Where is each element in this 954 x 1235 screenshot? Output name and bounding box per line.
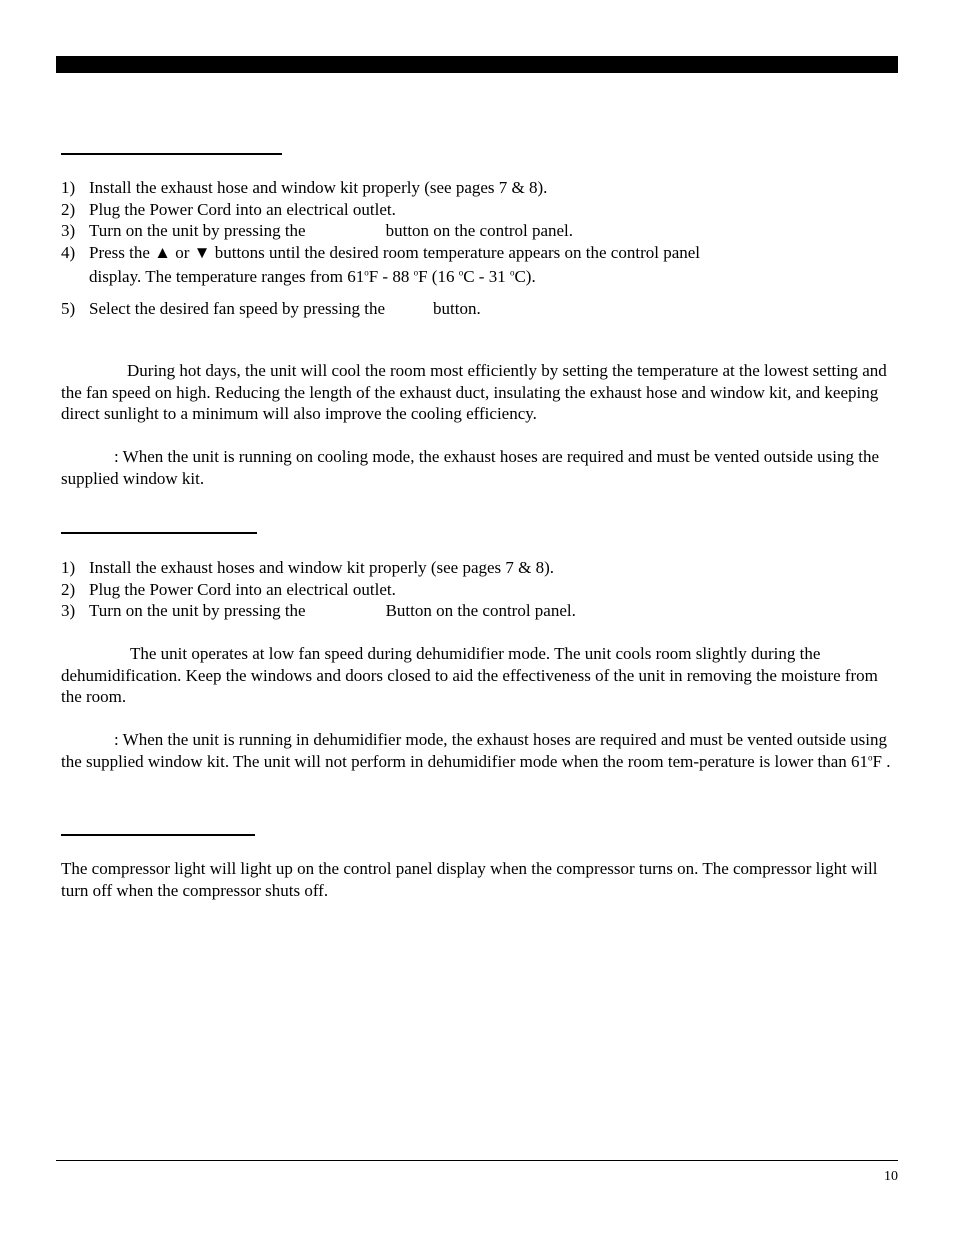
list-item: 4) Press the ▲ or ▼ buttons until the desired room temperature appears on the control panel display. The temperature ranges from 61$^o$F - 88 $^o$F (16 $^o$C - 31 $^o$C). <box>61 242 701 286</box>
dehumidify-tip: The unit operates at low fan speed during dehumidifier mode. The unit cools room slightly during the dehumidification. Keep the windows and doors closed to aid the effectiveness of the unit in removing the moisture from the room. <box>61 644 878 706</box>
cooling-steps-cont <box>61 298 481 320</box>
list-item: 3) Turn on the unit by pressing the Button on the control panel. <box>61 601 576 620</box>
list-item: 2) Plug the Power Cord into an electrical outlet. <box>61 579 396 599</box>
footer-rule <box>56 1160 898 1161</box>
header-bar <box>56 56 898 73</box>
dehumidify-steps <box>61 557 576 622</box>
list-item: 1) Install the exhaust hose and window kit properly (see pages 7 & 8). <box>61 178 548 197</box>
dehumidify-note: : When the unit is running in dehumidifier mode, the exhaust hoses are required and must be vented outside using the supplied window kit. The unit will not perform in dehumidifier mode when the room tem-perature is lower than 61$^o$F . <box>61 730 891 771</box>
page-number: 10 <box>884 1169 898 1184</box>
cooling-tip: During hot days, the unit will cool the room most efficiently by setting the temperature at the lowest setting and the fan speed on high. Reducing the length of the exhaust duct, insulating the exhaust hose and window kit, and keeping direct sunlight to a minimum will also improve the cooling efficiency. <box>61 361 887 423</box>
section-heading-underline-dehumidify <box>61 532 257 534</box>
list-item: 2) Plug the Power Cord into an electrical outlet. <box>61 199 396 219</box>
section-heading-underline-compressor <box>61 834 255 836</box>
section-heading-underline-cooling <box>61 153 282 155</box>
compressor-text: The compressor light will light up on the control panel display when the compressor turns on. The compressor light will turn off when the compressor shuts off. <box>61 859 878 900</box>
list-item: 1) Install the exhaust hoses and window kit properly (see pages 7 & 8). <box>61 558 555 577</box>
cooling-steps <box>61 177 700 288</box>
list-item: 3) Turn on the unit by pressing the button on the control panel. <box>61 221 574 240</box>
list-item: 5) Select the desired fan speed by pressing the button. <box>61 299 481 318</box>
cooling-note: : When the unit is running on cooling mode, the exhaust hoses are required and must be vented outside using the supplied window kit. <box>61 447 879 488</box>
